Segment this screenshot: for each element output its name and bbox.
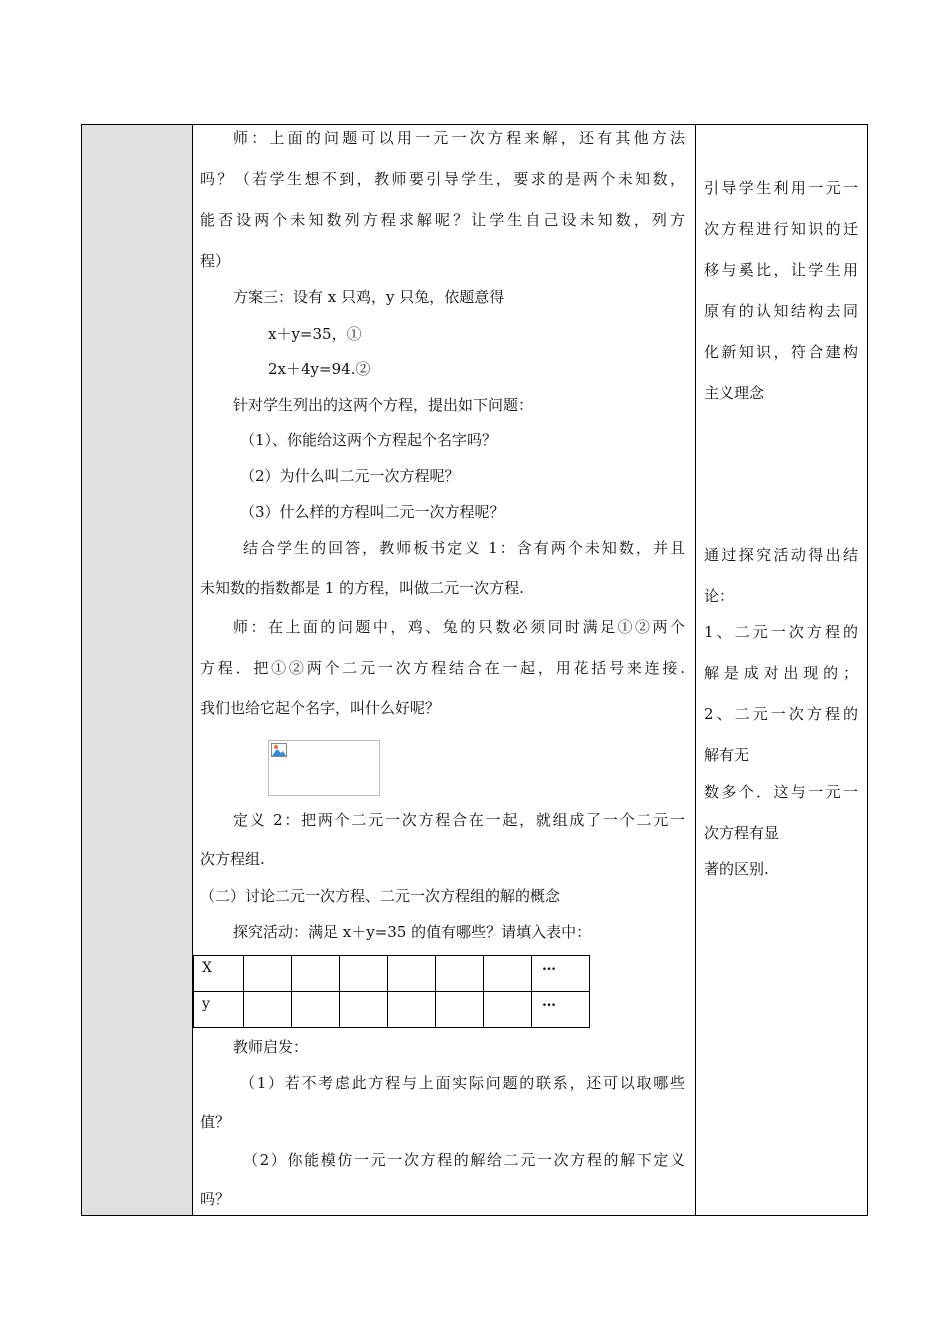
note-line: 著的区别. (704, 860, 769, 878)
question-3: （3）什么样的方程叫二元一次方程呢？ (240, 503, 505, 521)
table-cell (340, 992, 388, 1028)
table-cell (340, 956, 388, 992)
question-2: （2）为什么叫二元一次方程呢？ (240, 467, 460, 485)
question-1: （1）、你能给这两个方程起个名字吗？ (240, 431, 498, 449)
note-line: 论： (704, 587, 735, 605)
note-line: 解有无 (704, 746, 750, 764)
note-line: 1、二元一次方程的 (704, 623, 858, 641)
note-line: 次方程进行知识的迁 (704, 220, 858, 238)
paragraph-line: 师：上面的问题可以用一元一次方程来解，还有其他方法 (233, 129, 685, 147)
hint-2-line: 吗？ (200, 1190, 231, 1208)
note-line: 通过探究活动得出结 (704, 546, 858, 564)
paragraph-line: 我们也给它起个名字，叫什么好呢？ (200, 699, 441, 717)
section-heading: （二）讨论二元一次方程、二元一次方程组的解的概念 (200, 887, 561, 905)
note-line: 移与奚比，让学生用 (704, 261, 858, 279)
definition-2-line: 定义 2：把两个二元一次方程合在一起，就组成了一个二元一 (233, 811, 685, 829)
paragraph-line: 吗？（若学生想不到，教师要引导学生，要求的是两个未知数， (200, 170, 685, 188)
table-cell (484, 956, 532, 992)
table-cell (244, 956, 292, 992)
note-line: 主义理念 (704, 384, 765, 402)
ellipsis-cell: … (532, 992, 590, 1028)
table-cell (292, 992, 340, 1028)
paragraph-line: 程） (200, 252, 231, 270)
table-cell (484, 992, 532, 1028)
table-cell (436, 992, 484, 1028)
table-cell (388, 992, 436, 1028)
note-line: 解是成对出现的； (704, 664, 858, 682)
note-line: 次方程有显 (704, 824, 780, 842)
broken-image-icon (271, 743, 287, 757)
table-cell (436, 956, 484, 992)
note-line: 数多个．这与一元一 (704, 783, 858, 801)
table-cell (388, 956, 436, 992)
question-intro: 针对学生列出的这两个方程，提出如下问题： (233, 396, 534, 414)
paragraph-line: 方程．把①②两个二元一次方程结合在一起，用花括号来连接. (200, 659, 685, 677)
table-cell (292, 956, 340, 992)
paragraph-line: 师：在上面的问题中，鸡、兔的只数必须同时满足①②两个 (233, 618, 685, 636)
table-cell (244, 992, 292, 1028)
values-table (193, 955, 590, 1028)
definition-2-line: 次方程组. (200, 850, 265, 868)
table-row (194, 956, 590, 992)
note-line: 原有的认知结构去同 (704, 302, 858, 320)
definition-1-line: 未知数的指数都是 1 的方程，叫做二元一次方程. (200, 579, 524, 597)
note-line: 化新知识，符合建构 (704, 343, 858, 361)
paragraph-line: 能否设两个未知数列方程求解呢？让学生自己设未知数，列方 (200, 211, 685, 229)
hint-2-line: （2）你能模仿一元一次方程的解给二元一次方程的解下定义 (243, 1151, 685, 1169)
teacher-hint: 教师启发： (233, 1038, 309, 1056)
row-label-y: y (194, 992, 244, 1028)
note-line: 引导学生利用一元一 (704, 179, 858, 197)
explore-activity: 探究活动：满足 x＋y=35 的值有哪些？请填入表中： (233, 923, 592, 941)
hint-1-line: （1）若不考虑此方程与上面实际问题的联系，还可以取哪些 (240, 1074, 685, 1092)
equation-two: 2x＋4y=94.② (268, 360, 371, 378)
table-row (194, 992, 590, 1028)
note-line: 2、二元一次方程的 (704, 705, 858, 723)
left-column (82, 125, 193, 1215)
hint-1-line: 值？ (200, 1113, 231, 1131)
row-label-x: X (194, 956, 244, 992)
plan-three: 方案三：设有 x 只鸡，y 只兔，依题意得 (233, 288, 505, 306)
definition-1-line: 结合学生的回答，教师板书定义 1：含有两个未知数，并且 (243, 539, 685, 557)
ellipsis-cell: … (532, 956, 590, 992)
equation-one: x＋y=35，① (268, 325, 362, 343)
broken-image-placeholder (268, 740, 380, 796)
